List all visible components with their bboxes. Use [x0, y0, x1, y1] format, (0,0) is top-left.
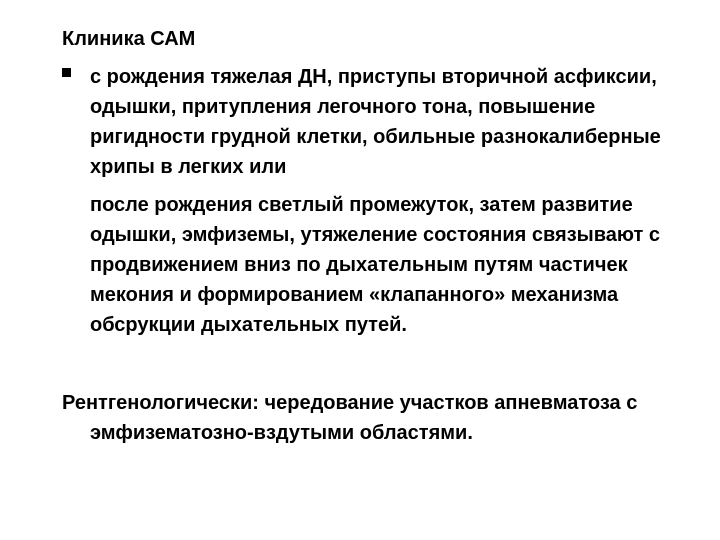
- xray-findings-text: Рентгенологически: чередование участков апневматоза с эмфизематозно-вздутыми областями.: [62, 392, 638, 444]
- square-bullet-icon: [62, 68, 71, 77]
- bullet-item: [62, 62, 672, 340]
- slide-heading: Клиника САМ: [62, 28, 196, 50]
- bullet-paragraph-birth: с рождения тяжелая ДН, приступы вторичной асфиксии, одышки, притупления легочного тона, повышение ригидности грудной клетки, обильные разнокалиберные хрипы в легких или: [90, 66, 661, 178]
- bullet-paragraph-after-birth: после рождения светлый промежуток, затем развитие одышки, эмфиземы, утяжеление состояния связывают с продвижением вниз по дыхательным путям частичек мекония и формированием «клапанного» механизма обсрукции дыхательных путей.: [90, 194, 660, 336]
